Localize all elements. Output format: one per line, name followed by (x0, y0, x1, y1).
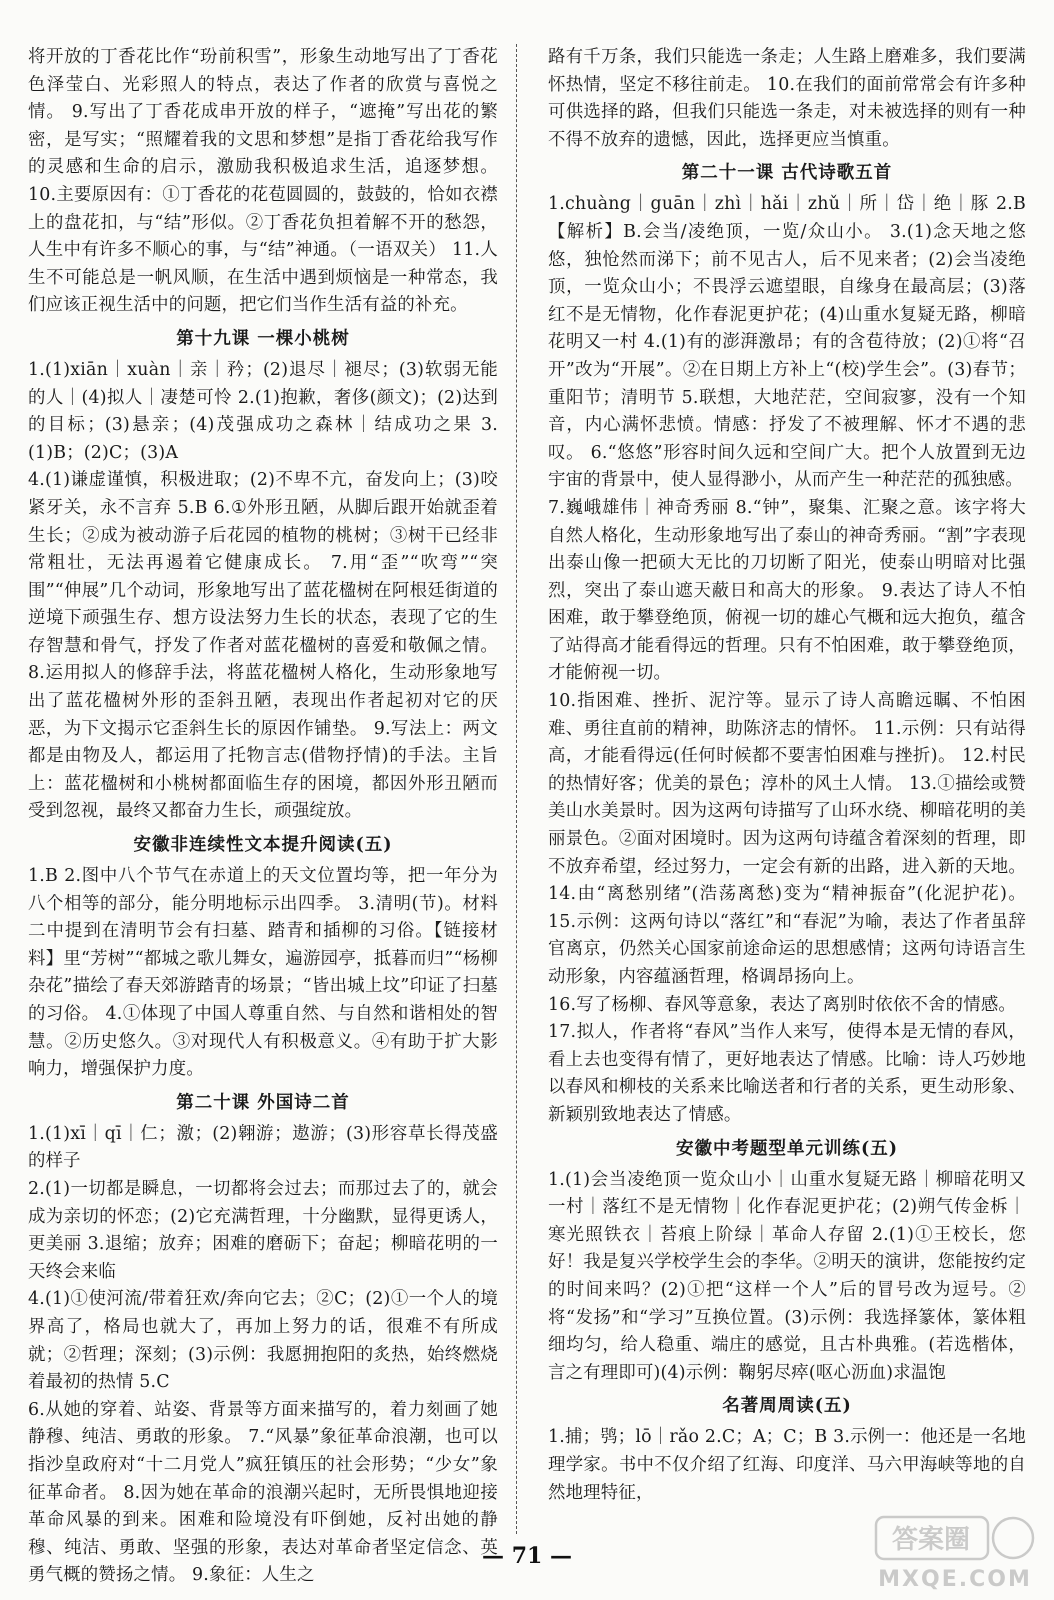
answer-paragraph: 1.(1)会当凌绝顶一览众山小｜山重水复疑无路｜柳暗花明又一村｜落红不是无情物｜化作春泥更护花；(2)朔气传金柝｜寒光照铁衣｜苔痕上阶绿｜革命人存留 2.(1)①王校长，您好！我是复兴学校学生会的李华。②明天的演讲，您能按约定的时间来吗？(2)①把“这样一个人”后的冒号改为逗号。②将“发扬”和“学习”互换位置。(3)示例：我选择篆体，篆体粗细均匀，给人稳重、端庄的感觉，且古朴典雅。(若选楷体，言之有理即可)(4)示例：鞠躬尽瘁(呕心沥血)求温饱 (548, 1169, 1026, 1383)
answer-paragraph: 17.拟人，作者将“春风”当作人来写，使得本是无情的春风，看上去也变得有情了，更好地表达了情感。比喻：诗人巧妙地以春风和柳枝的关系来比喻送者和行者的关系，更生动形象、新颖别致地表达了情感。 (548, 1022, 1026, 1125)
answer-paragraph: 1.B 2.图中八个节气在赤道上的天文位置均等，把一年分为八个相等的部分，能分明地标示出四季。 3.清明(节)。材料二中提到在清明节会有扫墓、踏青和插柳的习俗。【链接材料】里“芳树”“都城之歌儿舞女，遍游园亭，抵暮而归”“杨柳杂花”描绘了春天郊游踏青的场景；“皆出城上坟”印证了扫墓的习俗。 4.①体现了中国人尊重自然、与自然和谐相处的智慧。②历史悠久。③对现代人有积极意义。④有助于扩大影响力，增强保护力度。 (28, 866, 498, 1080)
answer-paragraph: 1.(1)xī｜qī｜仁；激；(2)翱游；遨游；(3)形容草长得茂盛的样子 (28, 1123, 498, 1172)
answer-paragraph: 7.巍峨雄伟｜神奇秀丽 8.“钟”，聚集、汇聚之意。该字将大自然人格化，生动形象地写出了泰山的神奇秀丽。“割”字表现出泰山像一把硕大无比的刀切断了阳光，使泰山明暗对比强烈，突出了泰山遮天蔽日和高大的形象。 9.表达了诗人不怕困难，敢于攀登绝顶，俯视一切的雄心气概和远大抱负，蕴含了站得高才能看得远的哲理。只有不怕困难，敢于攀登绝顶，才能俯视一切。 (548, 497, 1026, 684)
section-heading: 第十九课 一棵小桃树 (176, 328, 350, 349)
section-heading: 安徽非连续性文本提升阅读(五) (133, 835, 393, 856)
answer-paragraph: 1.chuàng｜guān｜zhì｜hǎi｜zhǔ｜所｜岱｜绝｜豚 2.B 【解析】B.会当/凌绝顶，一览/众山小。 3.(1)念天地之悠悠，独怆然而涕下；前不见古人，后不见来者；(2)会当凌绝顶，一览众山小；不畏浮云遮望眼，自缘身在最高层；(3)落红不是无情物，化作春泥更护花；(4)山重水复疑无路，柳暗花明又一村 4.(1)有的澎湃激昂；有的含苞待放；(2)①将“召开”改为“开展”。②在日期上方补上“(校)学生会”。(3)春节；重阳节；清明节 5.联想，大地茫茫，空间寂寥，没有一个知音，内心满怀悲愤。情感：抒发了不被理解、怀才不遇的悲叹。 6.“悠悠”形容时间久远和空间广大。把个人放置到无边宇宙的背景中，使人显得渺小，从而产生一种茫茫的孤独感。 (548, 194, 1026, 491)
answer-paragraph: 将开放的丁香花比作“玢前积雪”，形象生动地写出了丁香花色泽莹白、光彩照人的特点，表达了作者的欣赏与喜悦之情。 9.写出了丁香花成串开放的样子，“遮掩”写出花的繁密，是写实；“照耀着我的文思和梦想”是指丁香花给我写作的灵感和生命的启示，激励我积极追求生活，追逐梦想。 10.主要原因有：①丁香花的花苞圆圆的，鼓鼓的，恰如衣襟上的盘花扣，与“结”形似。②丁香花负担着解不开的愁怨，人生中有许多不顺心的事，与“结”神通。（一语双关） 11.人生不可能总是一帆风顺，在生活中遇到烦恼是一种常态，我们应该正视生活中的问题，把它们当作生活有益的补充。 (28, 47, 498, 316)
answer-paragraph: 16.写了杨柳、春风等意象，表达了离别时依依不舍的情感。 (548, 994, 1017, 1015)
watermark-top-text: 答案圈 (891, 1525, 971, 1555)
watermark-bottom-text: MXQE.COM (878, 1567, 1032, 1592)
answer-paragraph: 10.指困难、挫折、泥泞等。显示了诗人高瞻远瞩、不怕困难、勇往直前的精神，助陈济志的情怀。 11.示例：只有站得高，才能看得远(任何时候都不要害怕困难与挫折)。 12.村民的热情好客；优美的景色；淳朴的风土人情。 13.①描绘或赞美山水美景时。因为这两句诗描写了山环水绕、柳暗花明的美丽景色。②面对困境时。因为这两句诗蕴含着深刻的哲理，即不放弃希望，经过努力，一定会有新的出路，进入新的天地。 14.由“离愁别绪”(浩荡离愁)变为“精神振奋”(化泥护花)。 15.示例：这两句诗以“落红”和“春泥”为喻，表达了作者虽辞官离京，仍然关心国家前途命运的思想感情；这两句诗语言生动形象，内容蕴涵哲理，格调昂扬向上。 (548, 691, 1026, 987)
answer-paragraph: 4.(1)①使河流/带着狂欢/奔向它去；②C；(2)①一个人的境界高了，格局也就大了，再加上努力的话，很难不有所成就；②哲理；深刻；(3)示例：我愿拥抱阳的炙热，始终燃烧着最初的热情 5.C (28, 1289, 498, 1393)
section-heading: 第二十一课 古代诗歌五首 (681, 163, 893, 184)
watermark-logo (873, 1514, 1039, 1592)
left-column (28, 44, 498, 1590)
answer-paragraph: 路有千万条，我们只能选一条走；人生路上磨难多，我们要满怀热情，坚定不移往前走。 10.在我们的面前常常会有许多种可供选择的路，但我们只能选一条走，对未被选择的则有一种不得不放弃的遗憾，因此，选择更应当慎重。 (548, 47, 1026, 150)
answer-paragraph: 2.(1)一切都是瞬息，一切都将会过去；而那过去了的，就会成为亲切的怀恋；(2)它充满哲理，十分幽默，显得更诱人，更美丽 3.退缩；放弃；困难的磨砺下；奋起；柳暗花明的一天终会来临 (28, 1178, 498, 1282)
section-heading: 安徽中考题型单元训练(五) (675, 1138, 899, 1159)
right-column (548, 44, 1026, 1507)
answer-paragraph: 4.(1)谦虚谨慎，积极进取；(2)不卑不亢，奋发向上；(3)咬紧牙关，永不言弃 5.B 6.①外形丑陋，从脚后跟开始就歪着生长；②成为被动游子后花园的植物的桃树；③树干已经非常粗壮，无法再遏着它健康成长。 7.用“歪”“吹弯”“突围”“伸展”几个动词，形象地写出了蓝花楹树在阿根廷街道的逆境下顽强生存、想方设法努力生长的状态，表现了它的生存智慧和骨气，抒发了作者对蓝花楹树的喜爱和敬佩之情。 8.运用拟人的修辞手法，将蓝花楹树人格化，生动形象地写出了蓝花楹树外形的歪斜丑陋，表现出作者起初对它的厌恶，为下文揭示它歪斜生长的原因作铺垫。 9.写法上：两文都是由物及人，都运用了托物言志(借物抒情)的手法。主旨上：蓝花楹树和小桃树都面临生存的困境，都因外形丑陋而受到忽视，最终又都奋力生长，顽强绽放。 (28, 470, 498, 822)
answer-paragraph: 1.(1)xiān｜xuàn｜亲｜矜；(2)退尽｜褪尽；(3)软弱无能的人｜(4)拟人｜凄楚可怜 2.(1)抱歉，奢侈(颜文)；(2)达到的目标；(3)悬亲；(4)茂强成功之森林｜结成功之果 3.(1)B；(2)C；(3)A (28, 359, 498, 463)
section-heading: 第二十课 外国诗二首 (176, 1092, 350, 1113)
page-number: — 71 — (482, 1543, 572, 1569)
column-divider (516, 44, 517, 1534)
section-heading: 名著周周读(五) (722, 1396, 852, 1417)
answer-paragraph: 1.捕；鸮；lō｜rǎo 2.C；A；C；B 3.示例一：他还是一名地理学家。书中不仅介绍了红海、印度洋、马六甲海峡等地的自然地理特征， (548, 1427, 1027, 1503)
answer-paragraph: 6.从她的穿着、站姿、背景等方面来描写的，着力刻画了她静穆、纯洁、勇敢的形象。 7.“风暴”象征革命浪潮，也可以指沙皇政府对“十二月党人”疯狂镇压的社会形势；“少女”象征革命者。 8.因为她在革命的浪潮兴起时，无所畏惧地迎接革命风暴的到来。困难和险境没有吓倒她，反衬出她的静穆、纯洁、勇敢、坚强的形象，表达对革命者坚定信念、英勇气概的赞扬之情。 9.象征：人生之 (28, 1399, 498, 1586)
